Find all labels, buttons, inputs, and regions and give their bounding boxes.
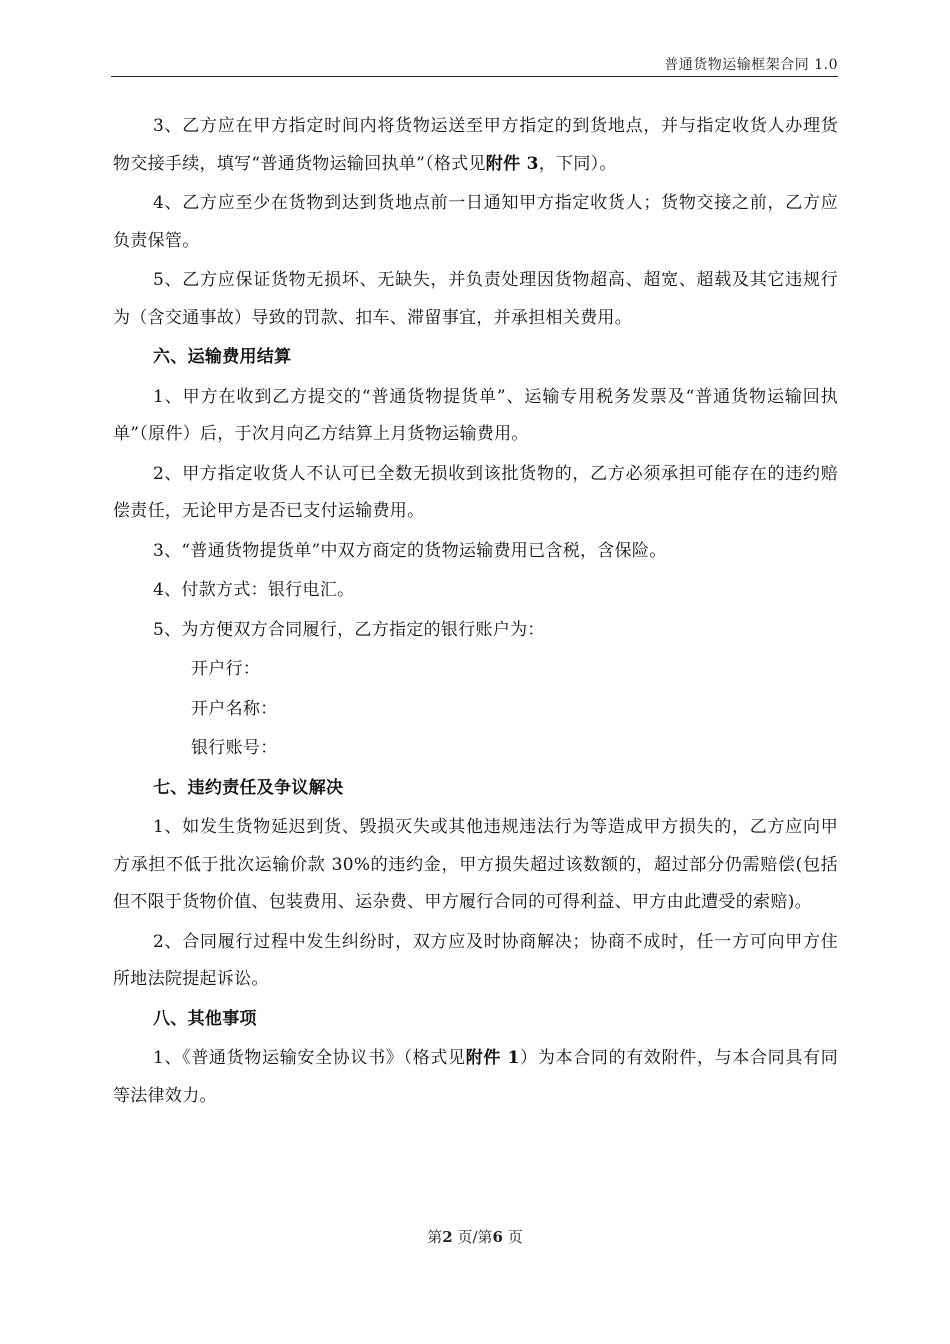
account-bank-line: 开户行： xyxy=(191,659,261,679)
clause-6-3: 3、“普通货物提货单”中双方商定的货物运输费用已含税，含保险。 xyxy=(153,540,667,561)
page-number-suffix: 页 xyxy=(502,1228,523,1246)
clause-6-4: 4、付款方式：银行电汇。 xyxy=(153,580,355,600)
clause-7-2: 2、合同履行过程中发生纠纷时，双方应及时协商解决；协商不成时，任一方可向甲方住所地法院提起诉讼。 xyxy=(113,931,838,989)
clause-7-1: 1、如发生货物延迟到货、毁损灭失或其他违规违法行为等造成甲方损失的，乙方应向甲方承担不低于批次运输价款 30%的违约金，甲方损失超过该数额的，超过部分仍需赔偿(包括但不限于货物价值、包装费用、运杂费、甲方履行合同的可得利益、甲方由此遭受的索赔)。 xyxy=(113,817,838,912)
document-body xyxy=(113,108,838,1117)
attachment-ref: 附件 1 xyxy=(465,1048,520,1068)
section-heading-7: 七、违约责任及争议解决 xyxy=(153,777,344,798)
section-heading-8: 八、其他事项 xyxy=(153,1008,257,1029)
current-page-number: 2 xyxy=(442,1228,453,1246)
page-header xyxy=(111,54,838,77)
clause-text: ，下同）。 xyxy=(538,153,617,174)
page-footer xyxy=(0,1226,950,1247)
total-page-count: 6 xyxy=(492,1228,503,1246)
page-number-separator: 页/第 xyxy=(452,1228,493,1246)
clause-text: 3、乙方应在甲方指定时间内将货物运送至甲方指定的到货地点，并与指定收货人办理货物交接手续，填写“普通货物运输回执单”（格式见 xyxy=(113,116,838,174)
clause-6-5: 5、为方便双方合同履行，乙方指定的银行账户为： xyxy=(153,619,545,640)
clause-6-2: 2、甲方指定收货人不认可已全数无损收到该批货物的，乙方必须承担可能存在的违约赔偿责任，无论甲方是否已支付运输费用。 xyxy=(113,463,838,521)
clause-6-1: 1、甲方在收到乙方提交的“普通货物提货单”、运输专用税务发票及“普通货物运输回执单”（原件）后，于次月向乙方结算上月货物运输费用。 xyxy=(113,386,838,444)
account-name-line: 开户名称： xyxy=(191,698,278,719)
clause-8-1 xyxy=(113,1040,838,1115)
account-number-line: 银行账号： xyxy=(191,738,278,758)
clause-5-5: 5、乙方应保证货物无损坏、无缺失，并负责处理因货物超高、超宽、超载及其它违规行为（含交通事故）导致的罚款、扣车、滞留事宜，并承担相关费用。 xyxy=(113,270,838,328)
header-title: 普通货物运输框架合同 1.0 xyxy=(664,57,838,73)
clause-text: ）为本合同的有效附件，与本合同具有同等法律效力。 xyxy=(113,1048,839,1106)
clause-5-3 xyxy=(113,108,838,183)
attachment-ref: 附件 3 xyxy=(485,153,539,174)
section-heading-6: 六、运输费用结算 xyxy=(153,347,292,367)
clause-text: 1、《普通货物运输安全协议书》（格式见 xyxy=(153,1048,466,1068)
page-number-prefix: 第 xyxy=(427,1228,443,1246)
clause-5-4: 4、乙方应至少在货物到达到货地点前一日通知甲方指定收货人；货物交接之前，乙方应负责保管。 xyxy=(113,193,838,251)
